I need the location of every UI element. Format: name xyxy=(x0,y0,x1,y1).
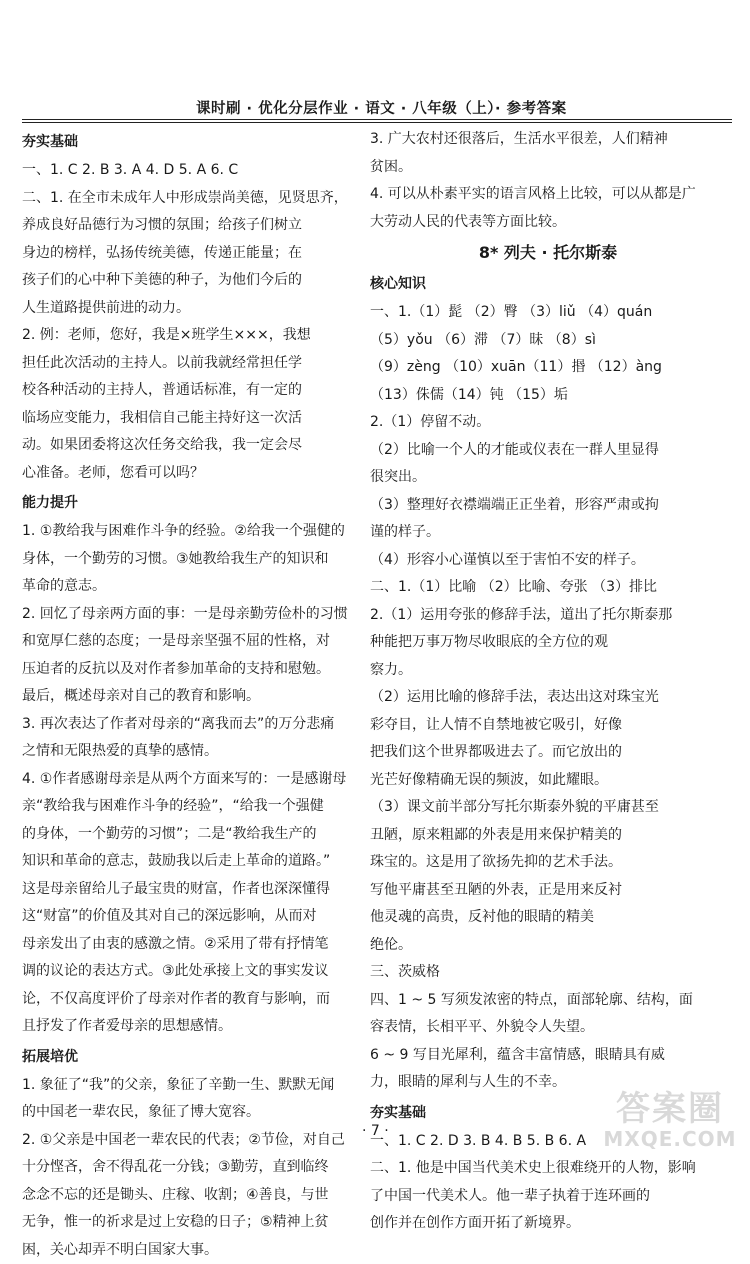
answer-line: 二、1. 他是中国当代美术史上很难绕开的人物，影响 xyxy=(370,1155,726,1183)
answer-line: （5）yǒu （6）滞 （7）昧 （8）sì xyxy=(370,327,726,355)
answer-line: 1. 象征了“我”的父亲，象征了辛勤一生、默默无闻 xyxy=(22,1072,354,1100)
left-column xyxy=(22,126,354,1264)
answer-line: 很突出。 xyxy=(370,464,726,492)
answer-line: 压迫者的反抗以及对作者参加革命的支持和慰勉。 xyxy=(22,656,354,684)
answer-line: 力，眼睛的犀利与人生的不幸。 xyxy=(370,1069,726,1097)
answer-line: 绝伦。 xyxy=(370,932,726,960)
answer-line: 调的议论的表达方式。③此处承接上文的事实发议 xyxy=(22,958,354,986)
answer-line: 四、1 ~ 5 写须发浓密的特点，面部轮廓、结构，面 xyxy=(370,987,726,1015)
answer-line: 且抒发了作者爱母亲的思想感情。 xyxy=(22,1013,354,1041)
answer-line: 他灵魂的高贵，反衬他的眼睛的精美 xyxy=(370,904,726,932)
answer-line: （4）形容小心谨慎以至于害怕不安的样子。 xyxy=(370,547,726,575)
right-column xyxy=(370,126,726,1238)
answer-line: 了中国一代美术人。他一辈子执着于连环画的 xyxy=(370,1183,726,1211)
answer-line: 革命的意志。 xyxy=(22,573,354,601)
answer-line: （3）课文前半部分写托尔斯泰外貌的平庸甚至 xyxy=(370,794,726,822)
answer-line: 一、1. C 2. D 3. B 4. B 5. B 6. A xyxy=(370,1128,726,1156)
answer-line: 容表情，长相平平、外貌令人失望。 xyxy=(370,1014,726,1042)
section-heading: 能力提升 xyxy=(22,491,354,515)
answer-line: 孩子们的心中种下美德的种子，为他们今后的 xyxy=(22,267,354,295)
answer-line: 贫困。 xyxy=(370,154,726,182)
answer-line: 1. ①教给我与困难作斗争的经验。②给我一个强健的 xyxy=(22,518,354,546)
answer-line: 这“财富”的价值及其对自己的深远影响，从而对 xyxy=(22,903,354,931)
answer-line: 4. ①作者感谢母亲是从两个方面来写的：一是感谢母 xyxy=(22,766,354,794)
answer-line: 2.（1）停留不动。 xyxy=(370,409,726,437)
answer-line: 十分悭吝，舍不得乱花一分钱；③勤劳，直到临终 xyxy=(22,1154,354,1182)
answer-line: （3）整理好衣襟端端正正坐着，形容严肃或拘 xyxy=(370,492,726,520)
answer-line: 身边的榜样，弘扬传统美德，传递正能量；在 xyxy=(22,240,354,268)
answer-line: 临场应变能力，我相信自己能主持好这一次活 xyxy=(22,405,354,433)
answer-line: 论，不仅高度评价了母亲对作者的教育与影响，而 xyxy=(22,986,354,1014)
section-heading: 夯实基础 xyxy=(370,1101,726,1125)
answer-line: 人生道路提供前进的动力。 xyxy=(22,295,354,323)
answer-line: 彩夺目，让人情不自禁地被它吸引，好像 xyxy=(370,712,726,740)
answer-line: 的中国老一辈农民，象征了博大宽容。 xyxy=(22,1099,354,1127)
chapter-title: 8* 列夫 · 托尔斯泰 xyxy=(370,238,726,268)
answer-line: 身体，一个勤劳的习惯。③她教给我生产的知识和 xyxy=(22,546,354,574)
answer-line: 念念不忘的还是锄头、庄稼、收割；④善良，与世 xyxy=(22,1182,354,1210)
answer-line: 心准备。老师，您看可以吗？ xyxy=(22,460,354,488)
answer-line: 这是母亲留给儿子最宝贵的财富，作者也深深懂得 xyxy=(22,876,354,904)
answer-line: 创作并在创作方面开拓了新境界。 xyxy=(370,1210,726,1238)
header-rule-thin xyxy=(22,122,732,123)
answer-line: 一、1. C 2. B 3. A 4. D 5. A 6. C xyxy=(22,157,354,185)
answer-line: 困，关心却弄不明白国家大事。 xyxy=(22,1237,354,1264)
answer-line: 2.（1）运用夸张的修辞手法，道出了托尔斯泰那 xyxy=(370,602,726,630)
answer-line: 母亲发出了由衷的感激之情。②采用了带有抒情笔 xyxy=(22,931,354,959)
watermark-logo xyxy=(600,1090,740,1150)
section-heading: 核心知识 xyxy=(370,272,726,296)
answer-line: 亲“教给我与困难作斗争的经验”，“给我一个强健 xyxy=(22,793,354,821)
answer-line: （13）侏儒（14）钝 （15）垢 xyxy=(370,382,726,410)
answer-line: 珠宝的。这是用了欲扬先抑的艺术手法。 xyxy=(370,849,726,877)
answer-line: 二、1. 在全市未成年人中形成崇尚美德，见贤思齐， xyxy=(22,185,354,213)
answer-line: （9）zèng （10）xuān（11）㨉 （12）àng xyxy=(370,354,726,382)
answer-line: 三、茨威格 xyxy=(370,959,726,987)
answer-line: 之情和无限热爱的真挚的感情。 xyxy=(22,738,354,766)
watermark-url: MXQE.COM xyxy=(600,1128,740,1150)
answer-line: 知识和革命的意志，鼓励我以后走上革命的道路。” xyxy=(22,848,354,876)
header-rule xyxy=(22,119,732,120)
answer-line: 3. 广大农村还很落后，生活水平很差，人们精神 xyxy=(370,126,726,154)
answer-line: 校各种活动的主持人，普通话标准，有一定的 xyxy=(22,377,354,405)
answer-line: 4. 可以从朴素平实的语言风格上比较，可以从都是广 xyxy=(370,181,726,209)
answer-line: 把我们这个世界都吸进去了。而它放出的 xyxy=(370,739,726,767)
answer-line: 3. 再次表达了作者对母亲的“离我而去”的万分悲痛 xyxy=(22,711,354,739)
answer-line: 养成良好品德行为习惯的氛围；给孩子们树立 xyxy=(22,212,354,240)
answer-line: 2. 例：老师，您好，我是×班学生×××，我想 xyxy=(22,322,354,350)
answer-line: 种能把万事万物尽收眼底的全方位的观 xyxy=(370,629,726,657)
answer-line: 6 ~ 9 写目光犀利，蕴含丰富情感，眼睛具有威 xyxy=(370,1042,726,1070)
answer-line: 2. 回忆了母亲两方面的事：一是母亲勤劳俭朴的习惯 xyxy=(22,601,354,629)
page-number: · 7 · xyxy=(362,1123,389,1139)
answer-line: 二、1.（1）比喻 （2）比喻、夸张 （3）排比 xyxy=(370,574,726,602)
answer-line: 察力。 xyxy=(370,657,726,685)
answer-line: 2. ①父亲是中国老一辈农民的代表；②节俭，对自己 xyxy=(22,1127,354,1155)
answer-line: 写他平庸甚至丑陋的外表，正是用来反衬 xyxy=(370,877,726,905)
answer-line: 担任此次活动的主持人。以前我就经常担任学 xyxy=(22,350,354,378)
answer-line: 的身体，一个勤劳的习惯”；二是“教给我生产的 xyxy=(22,821,354,849)
answer-line: （2）运用比喻的修辞手法，表达出这对珠宝光 xyxy=(370,684,726,712)
answer-line: 动。如果团委将这次任务交给我，我一定会尽 xyxy=(22,432,354,460)
answer-line: 光芒好像精确无误的频波，如此耀眼。 xyxy=(370,767,726,795)
answer-line: 大劳动人民的代表等方面比较。 xyxy=(370,209,726,237)
answer-line: 最后，概述母亲对自己的教育和影响。 xyxy=(22,683,354,711)
section-heading: 拓展培优 xyxy=(22,1045,354,1069)
answer-line: （2）比喻一个人的才能或仪表在一群人里显得 xyxy=(370,437,726,465)
answer-line: 无争，惟一的祈求是过上安稳的日子；⑤精神上贫 xyxy=(22,1209,354,1237)
watermark-title: 答案圈 xyxy=(600,1090,740,1128)
answer-line: 丑陋，原来粗鄙的外表是用来保护精美的 xyxy=(370,822,726,850)
section-heading: 夯实基础 xyxy=(22,130,354,154)
answer-line: 和宽厚仁慈的态度；一是母亲坚强不屈的性格，对 xyxy=(22,628,354,656)
answer-line: 谨的样子。 xyxy=(370,519,726,547)
answer-line: 一、1.（1）髭 （2）臀 （3）liǔ （4）quán xyxy=(370,299,726,327)
page-header: 课时刷 · 优化分层作业 · 语文 · 八年级（上）· 参考答案 xyxy=(196,97,567,118)
